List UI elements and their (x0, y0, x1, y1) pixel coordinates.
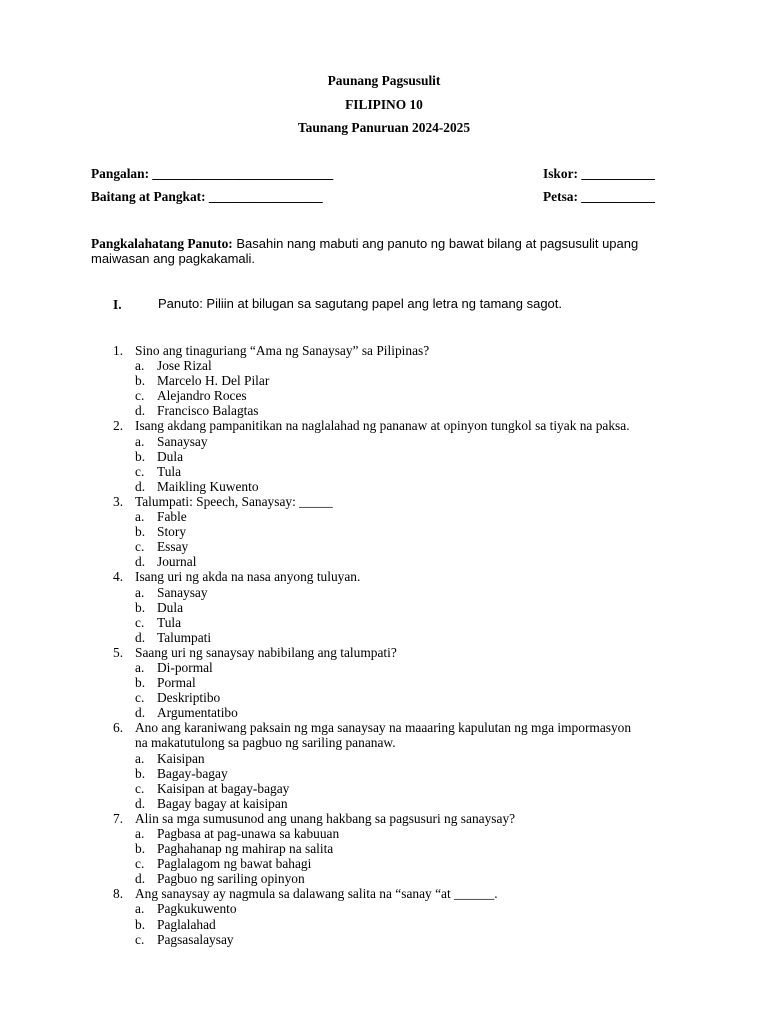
question-text: Isang akdang pampanitikan na naglalahad ng pananaw at opinyon tungkol sa tiyak na paksa. (135, 418, 630, 434)
question-number: 1. (113, 343, 124, 358)
answer-option (135, 630, 703, 645)
section-numeral: I. (113, 297, 122, 312)
option-text: Pagbasa at pag-unawa sa kabuuan (157, 826, 340, 841)
question-text: Talumpati: Speech, Sanaysay: _____ (135, 493, 333, 509)
section-instruction: Panuto: Piliin at bilugan sa sagutang papel ang letra ng tamang sagot. (158, 296, 563, 311)
option-letter: a. (135, 433, 145, 449)
option-letter: b. (135, 765, 146, 781)
option-list (135, 660, 703, 720)
option-text: Sanaysay (157, 433, 208, 449)
option-letter: a. (135, 659, 145, 675)
option-letter: a. (135, 584, 145, 600)
question-text: Sino ang tinaguriang “Ama ng Sanaysay” sa Pilipinas? (135, 343, 430, 358)
exam-title: Paunang Pagsusulit (327, 73, 441, 88)
option-letter: c. (135, 463, 145, 479)
question-text: Saang uri ng sanaysay nabibilang ang talumpati? (135, 644, 397, 660)
answer-option (135, 434, 703, 449)
subject-title: FILIPINO 10 (345, 96, 423, 112)
option-text: Journal (157, 554, 197, 570)
option-letter: b. (135, 373, 146, 389)
question-number: 7. (113, 810, 124, 826)
answer-option (135, 901, 703, 916)
answer-option (135, 856, 703, 871)
option-letter: d. (135, 871, 146, 887)
option-letter: c. (135, 388, 145, 404)
option-letter: a. (135, 750, 145, 766)
option-letter: b. (135, 524, 146, 540)
question-list (113, 343, 703, 947)
option-letter: a. (135, 901, 145, 917)
answer-option (135, 690, 703, 705)
option-text: Kaisipan at bagay-bagay (157, 780, 290, 796)
answer-option (135, 358, 703, 373)
document-header (0, 72, 768, 143)
option-text: Francisco Balagtas (157, 403, 259, 419)
answer-option (135, 539, 703, 554)
option-letter: a. (135, 826, 145, 841)
score-field: Iskor: ___________ (543, 166, 655, 181)
option-text: Alejandro Roces (157, 388, 247, 404)
option-text: Kaisipan (157, 750, 205, 766)
date-field: Petsa: ___________ (543, 189, 655, 204)
option-list (135, 826, 703, 886)
grade-section-field: Baitang at Pangkat: _________________ (91, 189, 323, 204)
answer-option (135, 464, 703, 479)
question-item (113, 720, 703, 811)
option-text: Pagbuo ng sariling opinyon (157, 871, 305, 887)
answer-option (135, 479, 703, 494)
answer-option (135, 449, 703, 464)
option-letter: a. (135, 509, 145, 525)
general-instructions-text-2: maiwasan ang pagkakamali. (91, 251, 256, 267)
question-item (113, 418, 703, 493)
answer-option (135, 826, 703, 841)
answer-option (135, 781, 703, 796)
option-letter: c. (135, 931, 145, 947)
answer-option (135, 615, 703, 630)
option-letter: d. (135, 629, 146, 645)
question-number: 6. (113, 720, 124, 736)
answer-option (135, 766, 703, 781)
question-text: Isang uri ng akda na nasa anyong tuluyan. (135, 569, 361, 585)
question-text: na makatutulong sa pagbuo ng sariling pananaw. (135, 735, 396, 751)
answer-option (135, 524, 703, 539)
question-item (113, 343, 703, 418)
option-text: Pagsasalaysay (157, 931, 234, 947)
question-number: 8. (113, 886, 124, 902)
option-letter: c. (135, 856, 145, 872)
option-list (135, 358, 703, 418)
option-letter: b. (135, 448, 146, 464)
option-letter: a. (135, 358, 145, 374)
option-text: Bagay bagay at kaisipan (157, 795, 288, 811)
option-list (135, 751, 703, 811)
student-fields (91, 166, 691, 212)
option-letter: d. (135, 403, 146, 419)
option-text: Jose Rizal (157, 358, 212, 374)
option-list (135, 434, 703, 494)
option-text: Paglalahad (157, 916, 216, 932)
question-text: Alin sa mga sumusunod ang unang hakbang sa pagsusuri ng sanaysay? (135, 810, 516, 826)
option-letter: b. (135, 675, 146, 691)
answer-option (135, 932, 703, 947)
general-instructions-text-1: Basahin nang mabuti ang panuto ng bawat bilang at pagsusulit upang (232, 236, 639, 251)
option-text: Story (157, 524, 187, 540)
option-letter: d. (135, 478, 146, 494)
option-letter: d. (135, 705, 146, 721)
option-letter: d. (135, 554, 146, 570)
answer-option (135, 660, 703, 675)
answer-option (135, 675, 703, 690)
school-year: Taunang Panuruan 2024-2025 (297, 120, 471, 135)
option-list (135, 901, 703, 946)
option-letter: c. (135, 614, 145, 630)
answer-option (135, 554, 703, 569)
answer-option (135, 509, 703, 524)
answer-option (135, 917, 703, 932)
general-instructions-label: Pangkalahatang Panuto: (91, 236, 233, 251)
question-number: 4. (113, 569, 124, 585)
option-letter: c. (135, 690, 145, 706)
question-item (113, 886, 703, 946)
question-number: 5. (113, 644, 124, 660)
option-list (135, 509, 703, 569)
option-letter: d. (135, 795, 146, 811)
option-text: Dula (157, 599, 184, 615)
question-text: Ano ang karaniwang paksain ng mga sanaysay na maaaring kapulutan ng mga impormasyon (135, 720, 632, 736)
option-text: Pormal (157, 675, 196, 691)
option-text: Argumentatibo (157, 705, 238, 721)
question-item (113, 811, 703, 886)
question-number: 2. (113, 418, 124, 434)
option-text: Di-pormal (157, 659, 213, 675)
question-item (113, 645, 703, 720)
option-list (135, 585, 703, 645)
option-text: Bagay-bagay (157, 765, 228, 781)
question-number: 3. (113, 493, 124, 509)
option-text: Essay (157, 539, 189, 555)
answer-option (135, 796, 703, 811)
answer-option (135, 585, 703, 600)
option-text: Paghahanap ng mahirap na salita (157, 841, 334, 857)
answer-option (135, 600, 703, 615)
option-text: Talumpati (157, 629, 212, 645)
option-text: Deskriptibo (157, 690, 221, 706)
option-text: Marcelo H. Del Pilar (157, 373, 270, 389)
option-letter: b. (135, 916, 146, 932)
answer-option (135, 388, 703, 403)
option-text: Maikling Kuwento (157, 478, 259, 494)
option-text: Pagkukuwento (157, 901, 237, 917)
option-text: Tula (157, 614, 182, 630)
option-letter: b. (135, 599, 146, 615)
name-field: Pangalan: ___________________________ (91, 166, 334, 181)
option-text: Fable (157, 509, 187, 525)
answer-option (135, 373, 703, 388)
question-item (113, 494, 703, 569)
option-text: Tula (157, 463, 182, 479)
option-letter: c. (135, 539, 145, 555)
question-text: Ang sanaysay ay nagmula sa dalawang salita na “sanay “at ______. (135, 886, 498, 902)
option-text: Paglalagom ng bawat bahagi (157, 856, 312, 872)
option-letter: b. (135, 841, 146, 857)
option-letter: c. (135, 780, 145, 796)
option-text: Sanaysay (157, 584, 208, 600)
answer-option (135, 705, 703, 720)
answer-option (135, 871, 703, 886)
question-item (113, 569, 703, 644)
general-instructions (91, 236, 691, 266)
answer-option (135, 841, 703, 856)
answer-option (135, 403, 703, 418)
answer-option (135, 751, 703, 766)
option-text: Dula (157, 448, 184, 464)
